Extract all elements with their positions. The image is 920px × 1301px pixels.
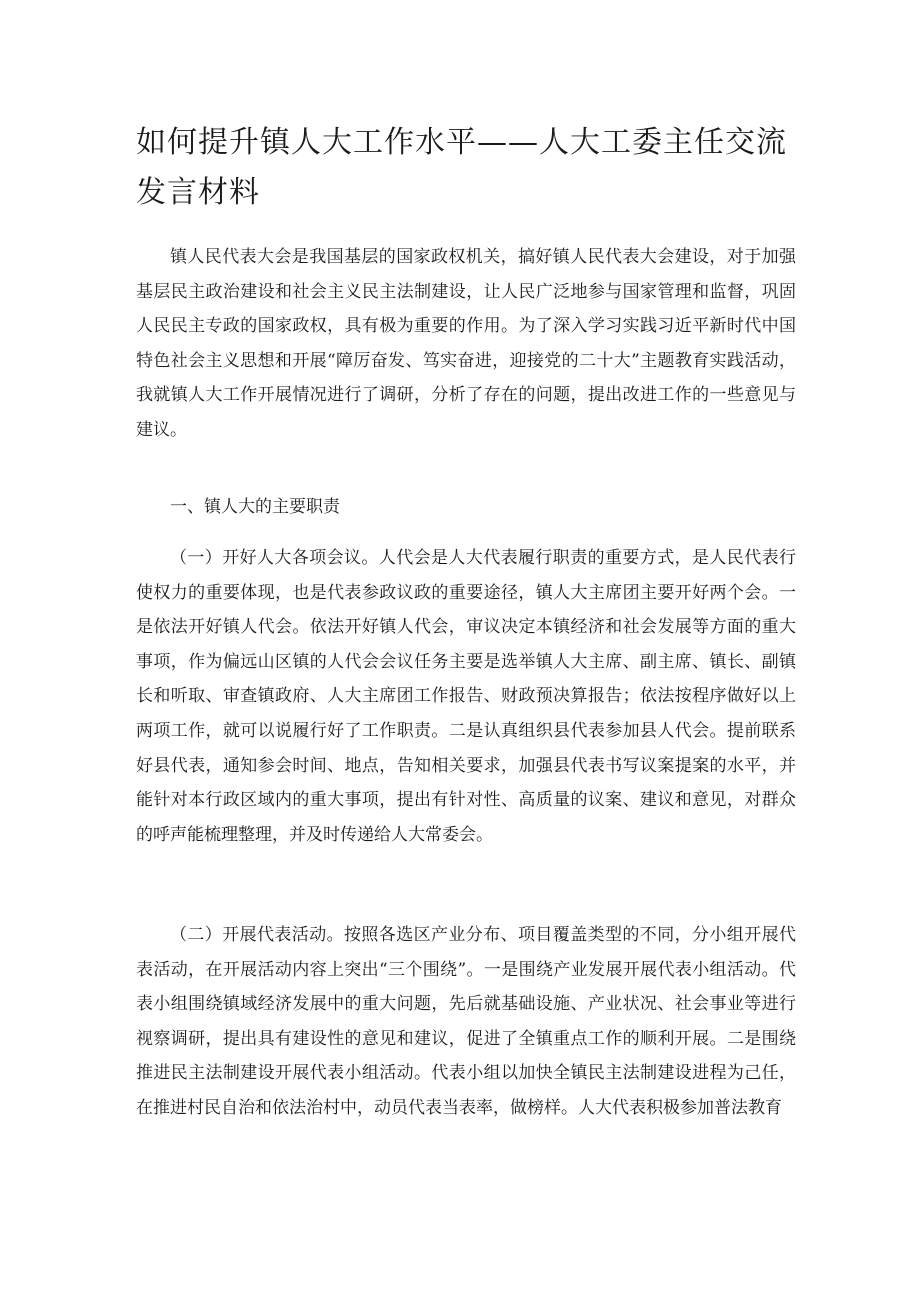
document-title: 如何提升镇人大工作水平——人大工委主任交流发言材料 — [136, 125, 787, 210]
paragraph-item-1: （一）开好人大各项会议。人代会是人大代表履行职责的重要方式，是人民代表行使权力的重要体现，也是代表参政议政的重要途径，镇人大主席团主要开好两个会。一是依法开好镇人代会。依法开好镇人代会，审议决定本镇经济和社会发展等方面的重大事项，作为偏远山区镇的人代会会议任务主要是选举镇人大主席、副主席、镇长、副镇长和听取、审查镇政府、人大主席团工作报告、财政预决算报告；依法按程序做好以上两项工作，就可以说履行好了工作职责。二是认真组织县代表参加县人代会。提前联系好县代表，通知参会时间、地点，告知相关要求，加强县代表书写议案提案的水平，并能针对本行政区域内的重大事项，提出有针对性、高质量的议案、建议和意见，对群众的呼声能梳理整理，并及时传递给人大常委会。 — [136, 548, 796, 845]
intro-paragraph: 镇人民代表大会是我国基层的国家政权机关，搞好镇人民代表大会建设，对于加强基层民主政治建设和社会主义民主法制建设，让人民广泛地参与国家管理和监督，巩固人民民主专政的国家政权，具有极为重要的作用。为了深入学习实践习近平新时代中国特色社会主义思想和开展“障厉奋发、笃实奋进，迎接党的二十大”主题教育实践活动，我就镇人大工作开展情况进行了调研，分析了存在的问题，提出改进工作的一些意见与建议。 — [136, 247, 796, 440]
paragraph-item-2: （二）开展代表活动。按照各选区产业分布、项目覆盖类型的不同，分小组开展代表活动，在开展活动内容上突出“三个围绕”。一是围绕产业发展开展代表小组活动。代表小组围绕镇域经济发展中的重大问题，先后就基础设施、产业状况、社会事业等进行视察调研，提出具有建设性的意见和建议，促进了全镇重点工作的顺利开展。二是围绕推进民主法制建设开展代表小组活动。代表小组以加快全镇民主法制建设进程为己任，在推进村民自治和依法治村中，动员代表当表率，做榜样。人大代表积极参加普法教育 — [136, 925, 796, 1118]
section-heading-1: 一、镇人大的主要职责 — [170, 497, 340, 517]
